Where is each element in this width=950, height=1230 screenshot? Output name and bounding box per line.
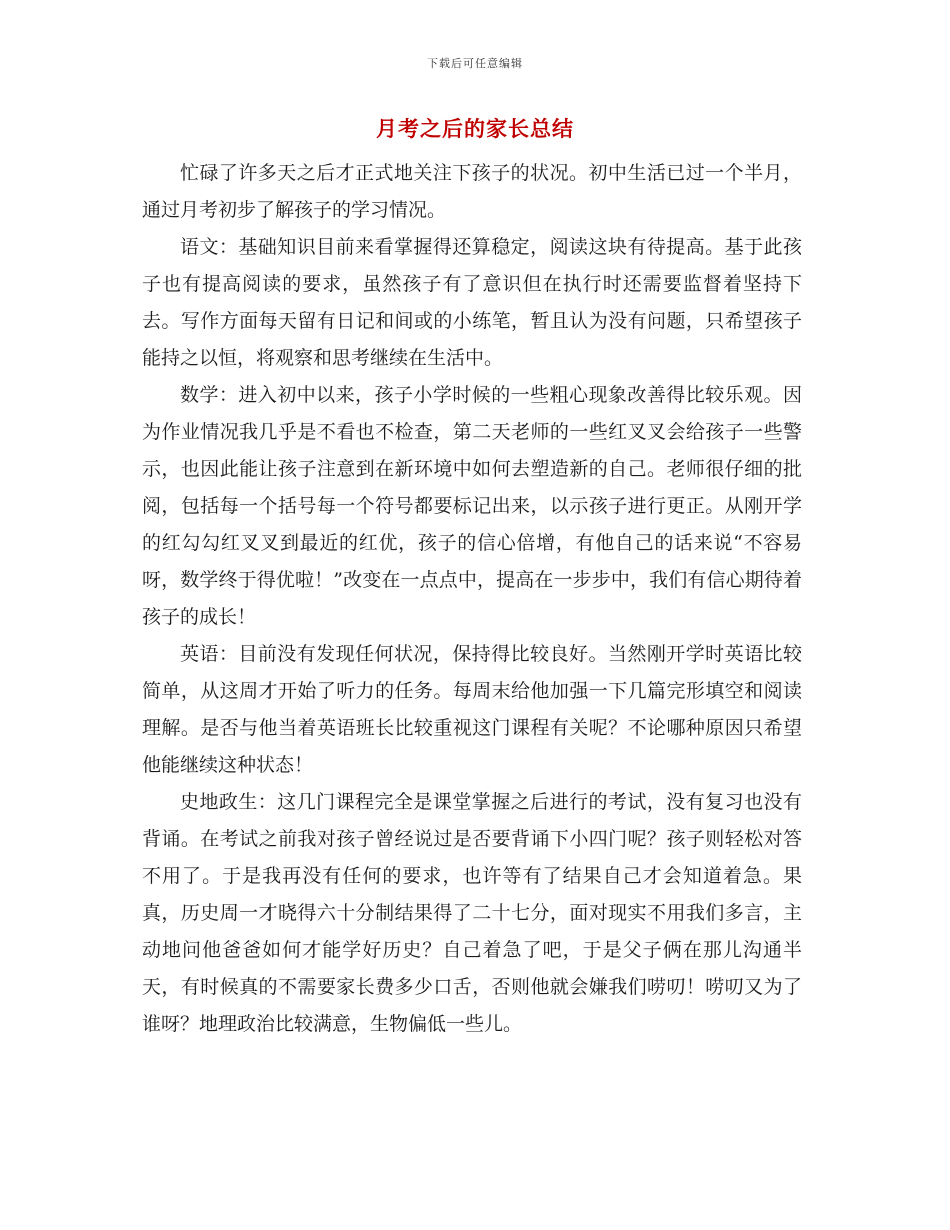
paragraph-english: 英语：目前没有发现任何状况，保持得比较良好。当然刚开学时英语比较简单，从这周才开始了听力的任务。每周末给他加强一下几篇完形填空和阅读理解。是否与他当着英语班长比较重视这门课程有关呢？不论哪种原因只希望他能继续这种状态！ bbox=[142, 643, 802, 776]
paragraph-math: 数学：进入初中以来，孩子小学时候的一些粗心现象改善得比较乐观。因为作业情况我几乎是不看也不检查，第二天老师的一些红叉叉会给孩子一些警示，也因此能让孩子注意到在新环境中如何去塑造新的自己。老师很仔细的批阅，包括每一个括号每一个符号都要标记出来，以示孩子进行更正。从刚开学的红勾勾红叉叉到最近的红优，孩子的信心倍增，有他自己的话来说“不容易呀，数学终于得优啦！”改变在一点点中，提高在一步步中，我们有信心期待着孩子的成长！ bbox=[142, 384, 802, 628]
header-note: 下载后可任意编辑 bbox=[427, 57, 523, 70]
document-body bbox=[142, 155, 802, 1043]
paragraph-intro: 忙碌了许多天之后才正式地关注下孩子的状况。初中生活已过一个半月，通过月考初步了解孩子的学习情况。 bbox=[142, 162, 802, 221]
paragraph-other-subjects: 史地政生：这几门课程完全是课堂掌握之后进行的考试，没有复习也没有背诵。在考试之前我对孩子曾经说过是否要背诵下小四门呢？孩子则轻松对答不用了。于是我再没有任何的要求，也许等有了结果自己才会知道着急。果真，历史周一才晓得六十分制结果得了二十七分，面对现实不用我们多言，主动地问他爸爸如何才能学好历史？自己着急了吧，于是父子俩在那儿沟通半天，有时候真的不需要家长费多少口舌，否则他就会嫌我们唠叨！唠叨又为了谁呀？地理政治比较满意，生物偏低一些儿。 bbox=[142, 791, 802, 1035]
document-title: 月考之后的家长总结 bbox=[376, 116, 574, 141]
paragraph-chinese: 语文：基础知识目前来看掌握得还算稳定，阅读这块有待提高。基于此孩子也有提高阅读的要求，虽然孩子有了意识但在执行时还需要监督着坚持下去。写作方面每天留有日记和间或的小练笔，暂且认为没有问题，只希望孩子能持之以恒，将观察和思考继续在生活中。 bbox=[142, 236, 802, 369]
